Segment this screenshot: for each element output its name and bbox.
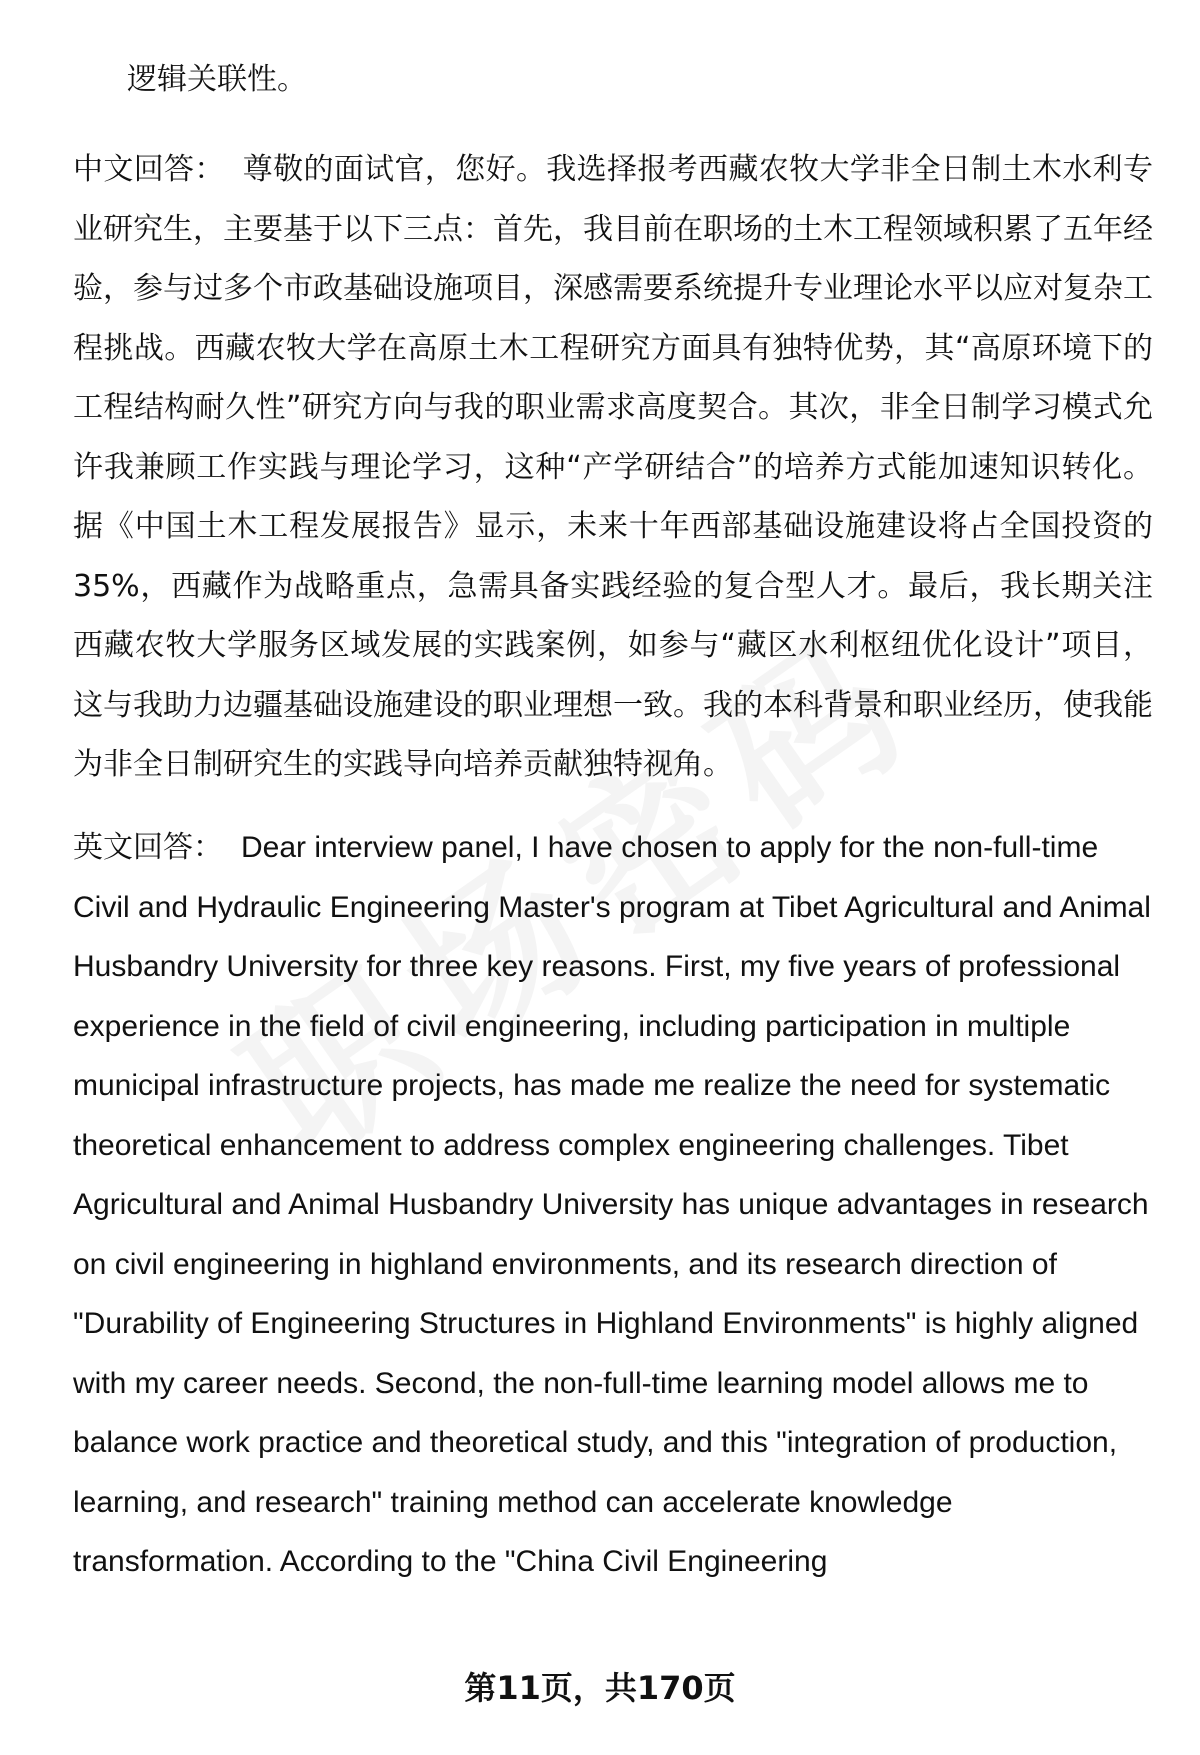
english-answer-paragraph [73,818,1153,1592]
page-number: 第11页，共170页 [464,1669,736,1707]
english-answer-text: Dear interview panel, I have chosen to apply for the non-full-time Civil and Hydraulic Engineering Master's program at Tibet Agricultural and Animal Husbandry University for three key reasons. First, my five years of professional experience in the field of civil engineering, including participation in multiple municipal infrastructure projects, has made me realize the need for systematic theoretical enhancement to address complex engineering challenges. Tibet Agricultural and Animal Husbandry University has unique advantages in research on civil engineering in highland environments, and its research direction of "Durability of Engineering Structures in Highland Environments" is highly aligned with my career needs. Second, the non-full-time learning model allows me to balance work practice and theoretical study, and this "integration of production, learning, and research" training method can accelerate knowledge transformation. According to the "China Civil Engineering [73,831,1151,1578]
chinese-answer-label: 中文回答： [73,152,225,187]
continuation-text: 逻辑关联性。 [127,62,307,97]
chinese-answer-paragraph [73,140,1153,795]
english-answer-label: 英文回答： [73,830,223,865]
chinese-answer-text: 尊敬的面试官，您好。我选择报考西藏农牧大学非全日制土木水利专业研究生，主要基于以下三点：首先，我目前在职场的土木工程领域积累了五年经验，参与过多个市政基础设施项目，深感需要系统提升专业理论水平以应对复杂工程挑战。西藏农牧大学在高原土木工程研究方面具有独特优势，其“高原环境下的工程结构耐久性”研究方向与我的职业需求高度契合。其次，非全日制学习模式允许我兼顾工作实践与理论学习，这种“产学研结合”的培养方式能加速知识转化。据《中国土木工程发展报告》显示，未来十年西部基础设施建设将占全国投资的35%，西藏作为战略重点，急需具备实践经验的复合型人才。最后，我长期关注西藏农牧大学服务区域发展的实践案例，如参与“藏区水利枢纽优化设计”项目，这与我助力边疆基础设施建设的职业理想一致。我的本科背景和职业经历，使我能为非全日制研究生的实践导向培养贡献独特视角。 [73,152,1153,782]
